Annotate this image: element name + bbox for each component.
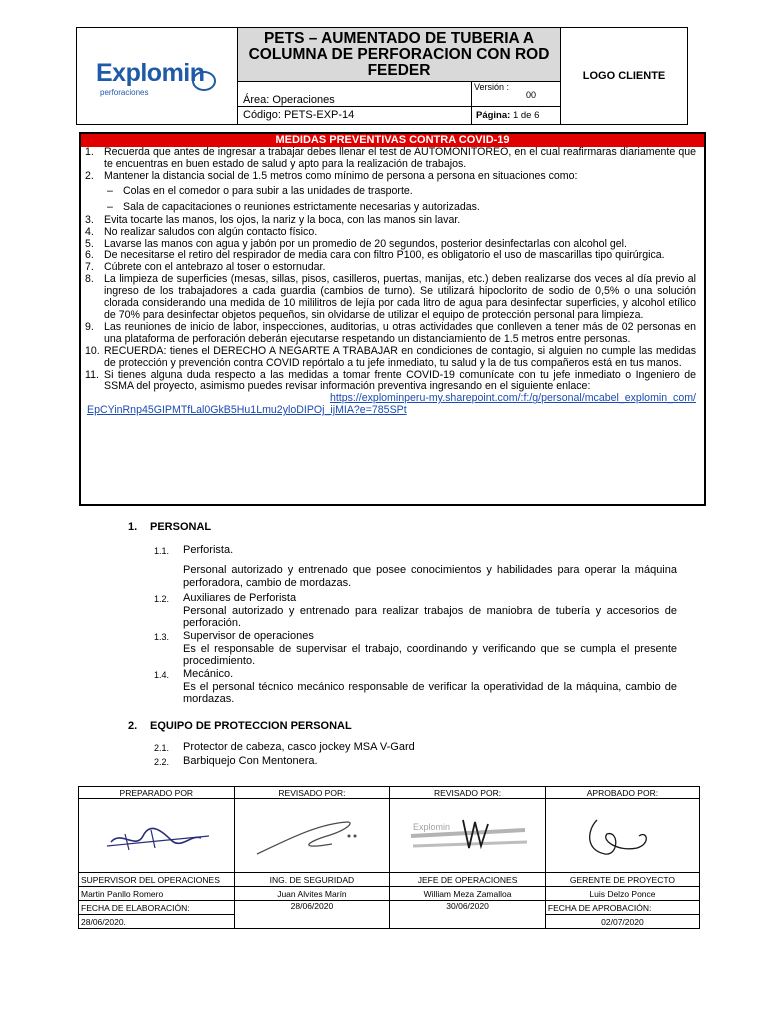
item-title: Mecánico. — [183, 668, 234, 680]
item-title: Auxiliares de Perforista — [183, 592, 297, 604]
list-item: 8. La limpieza de superficies (mesas, sillas, pisos, casilleros, puertas, manijas, etc.) deben realizarse dos veces al día previo al ingreso de los trabajadores a cada guardia (cambios de turno). Se utilizará hipoclorito de sodio de 0,5% o una solución clorada considerando una medida de 10 mililitros de lejía por cada litro de agua para desinfectar superficies, y alcohol etílico de 70% para desinfectar objetos pequeños, sin olvidarse de utilizar el equipo de protección personal para limpieza. — [85, 273, 696, 321]
list-item-link — [81, 405, 704, 417]
review-date: 28/06/2020 — [234, 901, 390, 929]
section-heading-ppe: 2. EQUIPO DE PROTECCION PERSONAL — [128, 720, 352, 732]
preparation-date: 28/06/2020. — [79, 915, 235, 929]
version-cell — [472, 82, 561, 107]
preparation-date-label: FECHA DE ELABORACIÓN: — [79, 901, 235, 915]
version-label: Versión : — [474, 82, 510, 93]
list-subitem: – Sala de capacitaciones o reuniones estrictamente necesarias y autorizadas. — [107, 200, 480, 213]
item-title: Protector de cabeza, casco jockey MSA V-Gard — [183, 741, 415, 753]
document-title: PETS – AUMENTADO DE TUBERIA A COLUMNA DE PERFORACION CON ROD FEEDER — [238, 28, 561, 82]
role-label: ING. DE SEGURIDAD — [234, 873, 390, 887]
explomin-logo — [92, 51, 222, 101]
covid-preventive-measures-box — [79, 132, 706, 506]
company-logo-cell — [77, 28, 238, 125]
role-label: GERENTE DE PROYECTO — [545, 873, 699, 887]
list-item: 9. Las reuniones de inicio de labor, inspecciones, auditorias, u otras actividades que conlleven a tener más de 02 personas en una plataforma de perforación deberán ejecutarse respetando un distanciamiento de 1.5 metros entre personas. — [85, 320, 696, 345]
section-heading-personal: 1. PERSONAL — [128, 521, 212, 533]
list-subitem: – Colas en el comedor o para subir a las unidades de trasporte. — [107, 184, 413, 197]
item-title: Perforista. — [183, 544, 234, 556]
role-label: JEFE DE OPERACIONES — [390, 873, 546, 887]
reviewed-by-header: REVISADO POR: — [234, 787, 390, 799]
list-item: 5. Lavarse las manos con agua y jabón por un promedio de 20 segundos, posterior desinfectarlas con alcohol gel. — [85, 237, 627, 250]
covid-box-title: MEDIDAS PREVENTIVAS CONTRA COVID-19 — [81, 134, 704, 147]
person-name: Juan Alvites Marín — [234, 887, 390, 901]
item-description: Es el personal técnico mecánico responsable de verificar la operatividad de la máquina, cambio de mordazas. — [183, 680, 677, 705]
approval-signatures-table — [78, 786, 700, 929]
area-field: Área: Operaciones — [238, 82, 472, 107]
page-value: 1 de 6 — [512, 109, 540, 121]
document-header — [76, 27, 688, 125]
logo-swoosh-icon — [190, 65, 220, 95]
handwritten-signature-icon — [547, 800, 697, 870]
list-item: 6. De necesitarse el retiro del respirador de media cara con filtro P100, es obligatorio el uso de mascarillas tipo quirúrgica. — [85, 249, 665, 262]
item-title: Supervisor de operaciones — [183, 630, 314, 642]
signature-image — [545, 799, 699, 873]
list-item: 3. Evita tocarte las manos, los ojos, la nariz y la boca, con las manos sin lavar. — [85, 213, 461, 226]
item-title: Barbiquejo Con Mentonera. — [183, 755, 318, 767]
svg-text:Explomin: Explomin — [412, 821, 450, 832]
list-item: 1. Recuerda que antes de ingresar a trabajar debes llenar el test de AUTOMONITOREO, en el cual reafirmaras diariamente que te encuentras en buen estado de salud y apto para la realización de trabajos. — [85, 146, 696, 170]
prepared-by-header: PREPARADO POR — [79, 787, 235, 799]
approved-by-header: APROBADO POR: — [545, 787, 699, 799]
handwritten-signature-icon — [81, 800, 231, 870]
item-description: Es el responsable de supervisar el trabajo, coordinando y verificando que se cumpla el presente procedimiento. — [183, 642, 677, 667]
list-item: 4. No realizar saludos con algún contacto físico. — [85, 225, 318, 238]
list-item: 2. Mantener la distancia social de 1.5 metros como mínimo de persona a persona en situaciones como: — [85, 169, 578, 182]
page-number — [472, 106, 561, 124]
list-item: 11. Si tienes alguna duda respecto a las medidas a tomar frente COVID-19 comunícate con tu jefe inmediato o Ingeniero de SSMA del proyecto, asimismo puedes revisar información preventiva ingresando en el siguiente enlace: — [85, 368, 696, 393]
list-item: 7. Cúbrete con el antebrazo al toser o estornudar. — [85, 261, 326, 274]
item-description: Personal autorizado y entrenado que posee conocimientos y habilidades para operar la máquina perforadora, cambio de mordazas. — [183, 564, 677, 589]
role-label: SUPERVISOR DEL OPERACIONES — [79, 873, 235, 887]
code-field: Código: PETS-EXP-14 — [238, 106, 472, 124]
review-date: 30/06/2020 — [390, 901, 546, 929]
item-description: Personal autorizado y entrenado para realizar trabajos de maniobra de tubería y accesorios de perforación. — [183, 604, 677, 629]
approval-date: 02/07/2020 — [545, 915, 699, 929]
list-item: 10. RECUERDA: tienes el DERECHO A NEGARTE A TRABAJAR en condiciones de contagio, si alguien no cumple las medidas de protección y prevención contra COVID repórtalo a tu jefe inmediato, tu salud y la de tus compañeros está en tus manos. — [85, 344, 696, 369]
person-name: Luis Delzo Ponce — [545, 887, 699, 901]
signature-image — [390, 799, 546, 873]
sharepoint-link-continued[interactable]: EpCYinRnp45GIPMTfLal0GkB5Hu1Lmu2yloDIPOj_ijMIA?e=785SPt — [87, 404, 407, 417]
signature-image — [79, 799, 235, 873]
handwritten-signature-icon — [237, 800, 387, 870]
person-name: William Meza Zamalloa — [390, 887, 546, 901]
logo-subtext: perforaciones — [100, 88, 149, 97]
covid-measures-list — [81, 147, 704, 417]
logo-wordmark: Explomin — [96, 59, 205, 87]
approval-date-label: FECHA DE APROBACIÓN: — [545, 901, 699, 915]
version-value: 00 — [526, 90, 537, 101]
client-logo-placeholder: LOGO CLIENTE — [561, 28, 688, 125]
stamp-and-signature-icon — [393, 800, 543, 870]
sharepoint-link[interactable]: https://explominperu-my.sharepoint.com/:f:/g/personal/mcabel_explomin_com/ — [329, 392, 696, 405]
signature-image — [234, 799, 390, 873]
page-label: Página: — [476, 109, 511, 121]
person-name: Martin Panllo Romero — [79, 887, 235, 901]
reviewed-by-header: REVISADO POR: — [390, 787, 546, 799]
